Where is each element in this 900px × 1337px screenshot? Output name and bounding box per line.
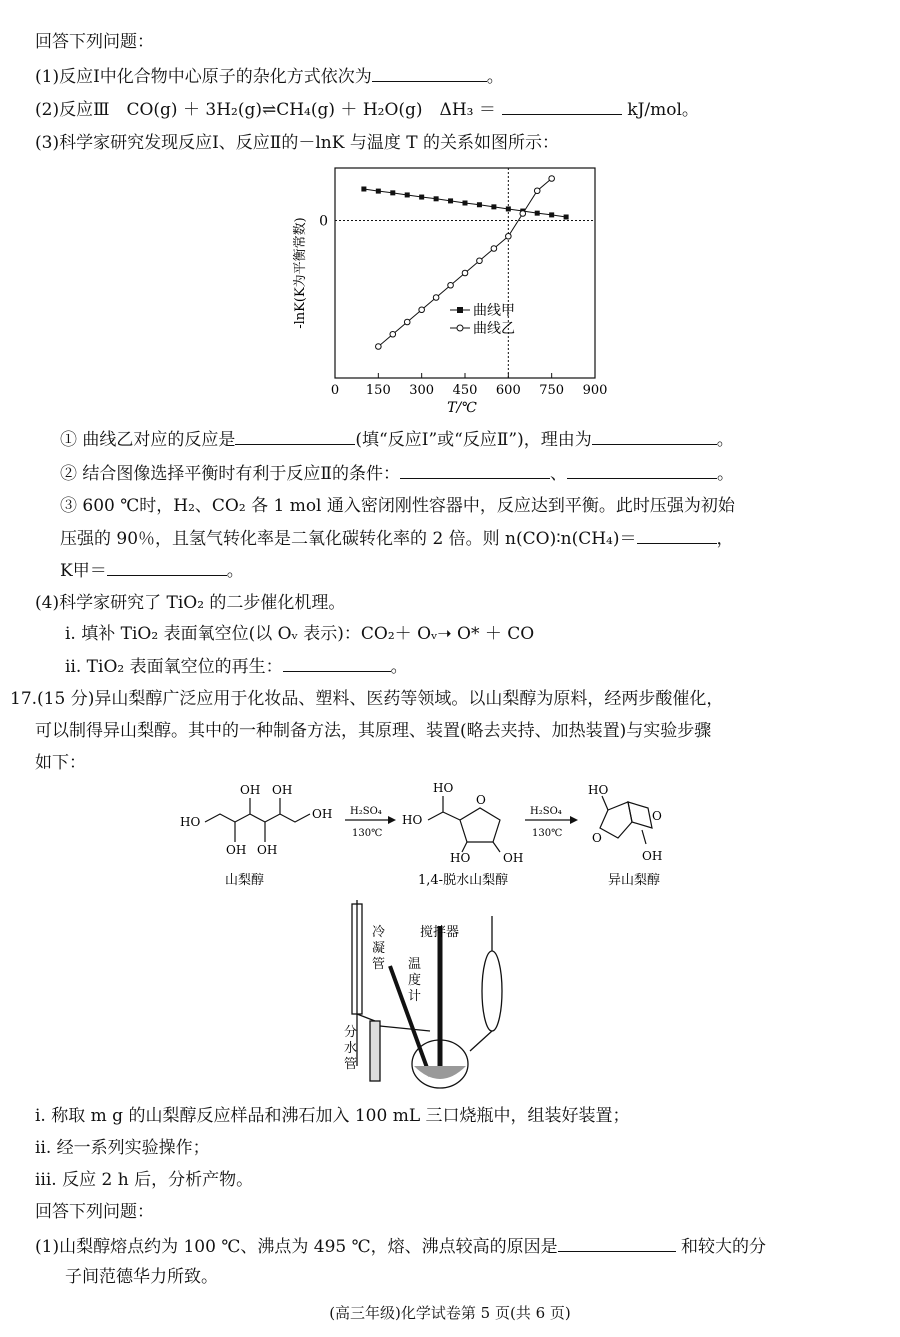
answer-blank[interactable] [567, 462, 717, 479]
x-tick-label: 0 [330, 383, 340, 398]
data-point [361, 187, 366, 192]
data-point [390, 190, 395, 195]
page-footer: (高三年级)化学试卷第 5 页(共 6 页) [329, 1304, 571, 1322]
question-4-i: ⅰ. 填补 TiO₂ 表面氧空位(以 Oᵥ 表示)：CO₂＋ Oᵥ➝ O* ＋ CO [65, 624, 535, 644]
x-tick-label: 450 [452, 383, 478, 398]
question-17-1b: 子间范德华力所致。 [65, 1267, 218, 1287]
data-point [477, 202, 482, 207]
reaction-scheme [170, 780, 730, 892]
answer-blank[interactable] [592, 428, 717, 445]
group-label: HO [180, 815, 201, 829]
prompt-line-2: 回答下列问题： [35, 1202, 154, 1222]
question-3-2: ② 结合图像选择平衡时有利于反应Ⅱ的条件： 、 。 [60, 464, 734, 484]
answer-blank[interactable] [235, 428, 355, 445]
group-label: OH [240, 783, 261, 797]
question-3-3b: 压强的 90％，且氢气转化率是二氧化碳转化率的 2 倍。则 n(CO)∶n(CH₄)＝ ， [60, 529, 734, 549]
data-point [448, 282, 454, 288]
answer-blank[interactable] [637, 527, 717, 544]
group-label: HO [402, 813, 423, 827]
answer-blank[interactable] [502, 98, 622, 115]
question-4-ii: ⅱ. TiO₂ 表面氧空位的再生： 。 [65, 657, 408, 677]
group-label: O [652, 809, 662, 823]
temperature-label: 130℃ [352, 828, 383, 839]
legend [450, 302, 515, 337]
dropping-funnel [482, 951, 502, 1031]
data-point [448, 198, 453, 203]
group-label: HO [588, 783, 609, 797]
data-point [491, 246, 497, 252]
data-point [477, 258, 483, 264]
y-axis-label: -lnK(K为平衡常数) [293, 217, 308, 329]
temperature-label: 130℃ [532, 828, 563, 839]
prompt-line: 回答下列问题： [35, 32, 154, 52]
step-ii: ⅱ. 经一系列实验操作； [35, 1138, 210, 1158]
condenser-label: 冷凝管 [372, 925, 386, 972]
legend-label: 曲线甲 [473, 303, 515, 319]
isosorbide-structure [600, 796, 652, 844]
legend-label: 曲线乙 [473, 321, 515, 337]
data-point [433, 295, 439, 301]
group-label: O [476, 793, 486, 807]
data-point [390, 331, 396, 337]
x-tick-label: 150 [365, 383, 391, 398]
group-label: OH [503, 851, 524, 865]
question-17: 17.(15 分)异山梨醇广泛应用于化妆品、塑料、医药等领域。以山梨醇为原料，经两步酸催化， [10, 689, 724, 709]
question-17-line3: 如下： [35, 753, 86, 773]
data-point [534, 188, 540, 194]
data-point [434, 196, 439, 201]
data-point [463, 201, 468, 206]
question-17-line2: 可以制得异山梨醇。其中的一种制备方法，其原理、装置(略去夹持、加热装置)与实验步骤 [35, 721, 712, 741]
data-point [376, 189, 381, 194]
thermometer-label: 温度计 [408, 957, 422, 1004]
question-3-3c: K甲＝ 。 [60, 561, 244, 581]
sorbitol-structure [205, 798, 310, 842]
group-label: HO [433, 781, 454, 795]
data-point [535, 211, 540, 216]
data-point [419, 307, 425, 313]
anhydrosorbitol-structure [428, 796, 500, 852]
answer-blank[interactable] [107, 559, 227, 576]
group-label: HO [450, 851, 471, 865]
x-tick-label: 900 [582, 383, 608, 398]
group-label: OH [642, 849, 663, 863]
question-3: (3)科学家研究发现反应Ⅰ、反应Ⅱ的－lnK 与温度 T 的关系如图所示： [35, 133, 559, 153]
group-label: OH [226, 843, 247, 857]
separator-label: 分水管 [344, 1025, 358, 1072]
answer-blank[interactable] [283, 655, 391, 672]
compound-label: 异山梨醇 [608, 873, 661, 888]
data-point [376, 344, 382, 350]
group-label: OH [272, 783, 293, 797]
answer-blank[interactable] [400, 462, 550, 479]
step-iii: ⅲ. 反应 2 h 后，分析产物。 [35, 1170, 254, 1190]
lnk-temperature-chart [280, 160, 620, 420]
data-point [506, 206, 511, 211]
data-point [491, 204, 496, 209]
data-point [506, 233, 512, 239]
legend-marker-filled-square [457, 307, 463, 313]
data-point [564, 215, 569, 220]
question-17-1: (1)山梨醇熔点约为 100 ℃、沸点为 495 ℃，熔、沸点较高的原因是 和较大的分 [35, 1237, 767, 1257]
data-point [404, 319, 410, 325]
answer-blank[interactable] [558, 1235, 676, 1252]
x-tick-label: 600 [495, 383, 521, 398]
data-point [520, 211, 526, 217]
reagent-label: H₂SO₄ [530, 806, 562, 817]
data-point [462, 270, 468, 276]
data-point [405, 192, 410, 197]
group-label: OH [312, 807, 333, 821]
question-2: (2)反应Ⅲ CO(g) ＋ 3H₂(g)⇌CH₄(g) ＋ H₂O(g) ΔH₃ ＝ kJ/mol。 [35, 100, 699, 120]
compound-label: 山梨醇 [225, 873, 265, 888]
legend-marker-open-circle [457, 325, 463, 331]
x-axis-label: T/℃ [447, 400, 477, 416]
apparatus-diagram [330, 896, 550, 1096]
y-tick-label: 0 [319, 213, 328, 230]
question-1: (1)反应Ⅰ中化合物中心原子的杂化方式依次为 。 [35, 67, 504, 87]
data-point [549, 176, 555, 182]
data-point [419, 195, 424, 200]
question-3-1: ① 曲线乙对应的反应是 (填“反应Ⅰ”或“反应Ⅱ”)，理由为 。 [60, 430, 734, 450]
compound-label: 1,4-脱水山梨醇 [418, 873, 509, 888]
step-i: ⅰ. 称取 m g 的山梨醇反应样品和沸石加入 100 mL 三口烧瓶中，组装好装置； [35, 1106, 630, 1126]
group-label: O [592, 831, 602, 845]
water-separator [370, 1021, 380, 1081]
group-label: OH [257, 843, 278, 857]
question-3-3: ③ 600 ℃时，H₂、CO₂ 各 1 mol 通入密闭刚性容器中，反应达到平衡。此时压强为初始 [60, 496, 735, 516]
answer-blank[interactable] [372, 65, 487, 82]
x-tick-label: 300 [409, 383, 435, 398]
reagent-label: H₂SO₄ [350, 806, 382, 817]
data-point [549, 212, 554, 217]
question-4: (4)科学家研究了 TiO₂ 的二步催化机理。 [35, 593, 346, 613]
stirrer-label: 搅拌器 [420, 925, 460, 940]
x-tick-label: 750 [539, 383, 565, 398]
